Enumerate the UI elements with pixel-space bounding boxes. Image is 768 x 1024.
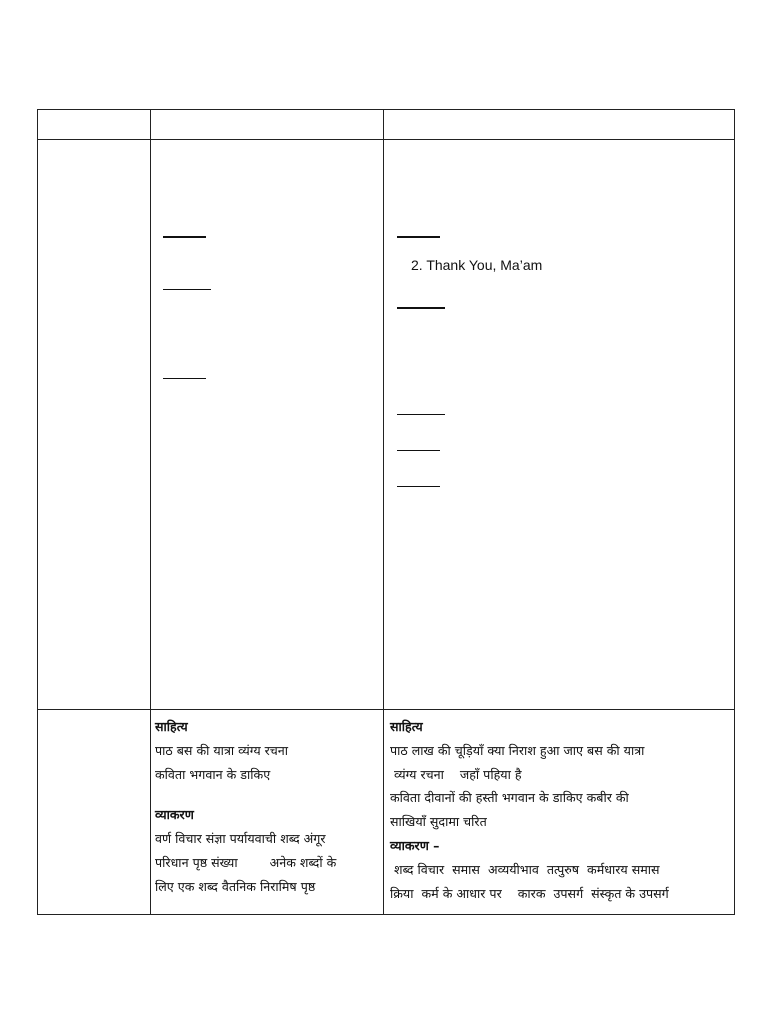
right-blank-line-3: [397, 414, 445, 415]
table-border-top: [37, 109, 735, 110]
table-border-bottom: [37, 914, 735, 915]
vyakaran-heading-text: व्याकरण –: [390, 837, 440, 853]
sahitya-line: कविता दीवानों की हस्ती भगवान के डाकिए कबीर की: [390, 790, 629, 806]
lesson-item: 2. Thank You, Ma’am: [411, 257, 543, 273]
vyakaran-line: परिधान पृष्ठ संख्या अनेक शब्दों के: [155, 854, 337, 870]
vyakaran-line: वर्ण विचार संज्ञा पर्यायवाची शब्द अंगूर: [155, 831, 326, 847]
middle-blank-line-2: [163, 289, 211, 290]
sahitya-line: व्यंग्य रचना जहाँ पहिया है: [390, 766, 522, 782]
middle-syllabus-cell: [155, 715, 377, 899]
row-divider: [37, 709, 735, 710]
sahitya-line: पाठ बस की यात्रा व्यंग्य रचना: [155, 742, 289, 758]
right-blank-line-4: [397, 450, 440, 451]
sahitya-line: साखियाँ सुदामा चरित: [390, 814, 487, 830]
right-blank-line-5: [397, 486, 440, 487]
header-row-divider: [37, 139, 735, 140]
vyakaran-line: क्रिया कर्म के आधार पर कारक उपसर्ग संस्कृत के उपसर्ग: [390, 885, 669, 901]
vyakaran-heading: व्याकरण: [155, 807, 194, 823]
right-syllabus-cell: [390, 715, 730, 905]
right-blank-line-2: [397, 307, 445, 309]
right-blank-line-1: [397, 236, 440, 238]
column-divider-2: [383, 109, 384, 915]
vyakaran-heading: [390, 834, 730, 858]
sahitya-heading: साहित्य: [390, 719, 423, 734]
table-border-left: [37, 109, 38, 915]
table-border-right: [734, 109, 735, 915]
vyakaran-line: शब्द विचार समास अव्ययीभाव तत्पुरुष कर्मधारय समास: [390, 861, 660, 877]
middle-blank-line-1: [163, 236, 206, 238]
middle-blank-line-3: [163, 378, 206, 379]
column-divider-1: [150, 109, 151, 915]
sahitya-line: पाठ लाख की चूड़ियाँ क्या निराश हुआ जाए बस की यात्रा: [390, 742, 645, 758]
sahitya-line: कविता भगवान के डाकिए: [155, 766, 271, 782]
vyakaran-line: लिए एक शब्द वैतनिक निरामिष पृष्ठ: [155, 878, 316, 894]
sahitya-heading: साहित्य: [155, 719, 188, 734]
